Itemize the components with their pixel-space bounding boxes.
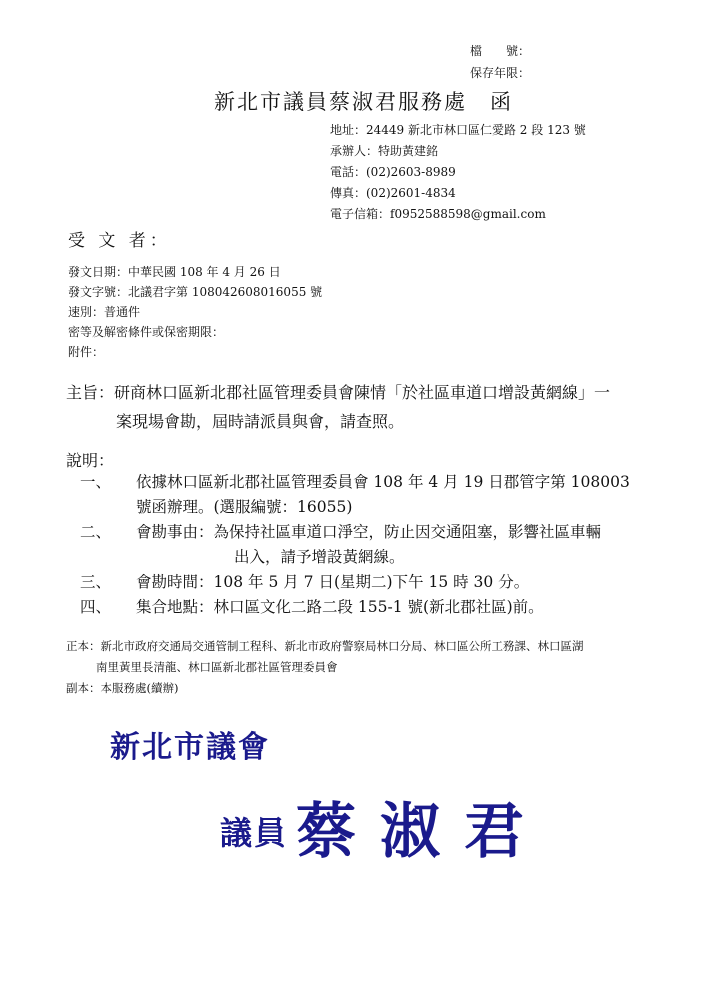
item-text-continued: 出入，請予增設黃網線。 <box>234 548 405 566</box>
item-number: 一、 <box>80 473 112 491</box>
issue-date: 發文日期：中華民國 108 年 4 月 26 日 <box>68 265 281 279</box>
main-recipients-line-1: 正本：新北市政府交通局交通管制工程科、新北市政府警察局林口分局、林口區公所工務課、林口區湖 <box>66 639 584 653</box>
item-number: 二、 <box>80 523 112 541</box>
item-text: 會勘時間：108 年 5 月 7 日(星期二)下午 15 時 30 分。 <box>136 573 530 591</box>
item-text: 集合地點：林口區文化二路二段 155-1 號(新北郡社區)前。 <box>136 598 544 616</box>
subject-line-1: 主旨：研商林口區新北郡社區管理委員會陳情「於社區車道口增設黃網線」一 <box>66 383 611 402</box>
sender-handler: 承辦人：特助黃建銘 <box>330 144 439 158</box>
explanation-item <box>80 470 630 495</box>
sender-address: 地址：24449 新北市林口區仁愛路 2 段 123 號 <box>330 123 586 137</box>
recipient-label: 受 文 者： <box>68 231 171 251</box>
attachment-field: 附件： <box>68 345 105 359</box>
document-title: 新北市議員蔡淑君服務處 函 <box>214 90 513 114</box>
issue-reference: 發文字號：北議君字第 108042608016055 號 <box>68 285 323 299</box>
councilor-name-stamp: 蔡淑君 <box>296 797 548 867</box>
item-text: 依據林口區新北郡社區管理委員會 108 年 4 月 19 日郡管字第 108003 <box>136 473 630 491</box>
sender-phone: 電話：(02)2603-8989 <box>330 165 456 179</box>
subject-line-2: 案現場會勘，屆時請派員與會，請查照。 <box>116 412 405 431</box>
subject-section <box>66 378 610 436</box>
retention-period-field: 保存年限： <box>470 66 531 80</box>
secrecy-level: 密等及解密條件或保密期限： <box>68 325 225 339</box>
explanation-heading: 說明： <box>66 451 115 470</box>
sender-fax: 傳真：(02)2601-4834 <box>330 186 456 200</box>
copy-recipients: 副本：本服務處(續辦) <box>66 681 179 695</box>
explanation-item <box>80 520 630 545</box>
council-stamp: 新北市議會 <box>110 730 270 765</box>
distribution-section <box>66 636 584 699</box>
issuance-metadata <box>68 262 322 362</box>
explanation-list <box>80 470 630 620</box>
councilor-role-stamp: 議員 <box>220 814 289 852</box>
item-text-continued: 號函辦理。(選服編號：16055) <box>136 498 353 516</box>
explanation-item <box>80 570 630 595</box>
item-number: 四、 <box>80 598 112 616</box>
item-number: 三、 <box>80 573 112 591</box>
item-text: 會勘事由：為保持社區車道口淨空，防止因交通阻塞，影響社區車輛 <box>136 523 602 541</box>
document-number-block <box>470 40 530 84</box>
file-number-field: 檔 號： <box>470 44 531 58</box>
sender-email: 電子信箱：f0952588598@gmail.com <box>330 207 546 221</box>
explanation-item <box>80 595 630 620</box>
delivery-speed: 速別：普通件 <box>68 305 141 319</box>
main-recipients-line-2: 南里黃里長清龍、林口區新北郡社區管理委員會 <box>96 660 338 674</box>
sender-info <box>330 120 586 225</box>
